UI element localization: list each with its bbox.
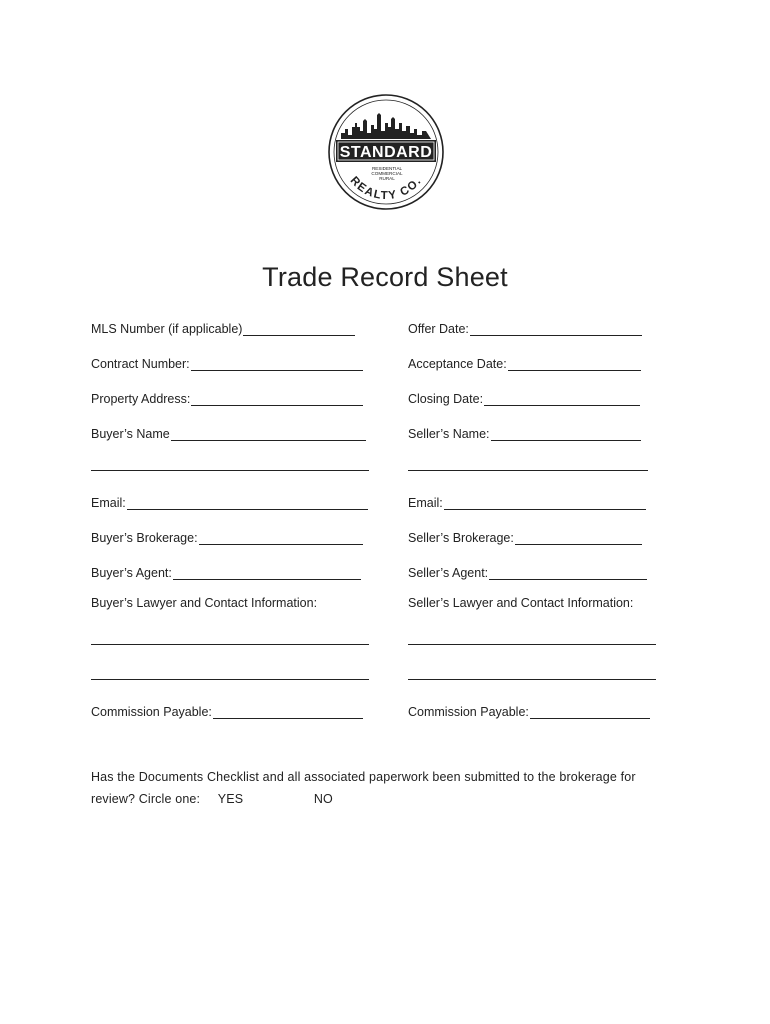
buyer-email-field[interactable] <box>91 492 368 510</box>
documents-question-line-2 <box>91 792 333 806</box>
offer-date-label: Offer Date: <box>408 322 469 336</box>
circle-one-prompt: review? Circle one: <box>91 792 201 806</box>
no-option[interactable]: NO <box>313 792 333 806</box>
seller-agent-line[interactable] <box>489 566 647 580</box>
seller-commission-field[interactable] <box>408 701 650 719</box>
logo-brand-text: STANDARD <box>339 144 433 161</box>
buyer-lawyer-label: Buyer’s Lawyer and Contact Information: <box>91 596 318 610</box>
logo-arc-text: REALTY CO. <box>347 174 425 203</box>
property-address-label: Property Address: <box>91 392 191 406</box>
logo-line-3: RURAL <box>379 176 395 181</box>
contract-number-label: Contract Number: <box>91 357 190 371</box>
buyer-brokerage-label: Buyer’s Brokerage: <box>91 531 198 545</box>
mls-number-label: MLS Number (if applicable) <box>91 322 243 336</box>
seller-email-line[interactable] <box>444 496 646 510</box>
buyer-commission-label: Commission Payable: <box>91 705 212 719</box>
page-title: Trade Record Sheet <box>262 262 508 292</box>
closing-date-label: Closing Date: <box>408 392 484 406</box>
seller-name-label: Seller’s Name: <box>408 427 490 441</box>
buyer-commission-field[interactable] <box>91 701 363 719</box>
seller-lawyer-line-2[interactable] <box>408 679 656 680</box>
offer-date-field[interactable] <box>408 318 642 336</box>
buyer-email-line[interactable] <box>127 496 368 510</box>
buyer-name-line[interactable] <box>171 427 366 441</box>
buyer-agent-line[interactable] <box>173 566 361 580</box>
seller-lawyer-label: Seller’s Lawyer and Contact Information: <box>408 596 634 610</box>
seller-brokerage-label: Seller’s Brokerage: <box>408 531 514 545</box>
offer-date-line[interactable] <box>470 322 642 336</box>
buyer-brokerage-field[interactable] <box>91 527 363 545</box>
acceptance-date-line[interactable] <box>508 357 641 371</box>
property-address-field[interactable] <box>91 388 363 406</box>
buyer-agent-label: Buyer’s Agent: <box>91 566 172 580</box>
seller-commission-line[interactable] <box>530 705 650 719</box>
seller-lawyer-line-1[interactable] <box>408 644 656 645</box>
seller-email-label: Email: <box>408 496 443 510</box>
seller-agent-label: Seller’s Agent: <box>408 566 489 580</box>
contract-number-line[interactable] <box>191 357 363 371</box>
seller-commission-label: Commission Payable: <box>408 705 529 719</box>
city-skyline-icon <box>341 113 431 139</box>
logo-line-2: COMMERCIAL <box>371 171 403 176</box>
buyer-lawyer-line-2[interactable] <box>91 679 369 680</box>
buyer-name-extra-line[interactable] <box>91 470 369 471</box>
seller-email-field[interactable] <box>408 492 646 510</box>
buyer-name-label: Buyer’s Name <box>91 427 170 441</box>
buyer-brokerage-line[interactable] <box>199 531 363 545</box>
standard-realty-logo <box>327 93 445 211</box>
mls-number-line[interactable] <box>243 322 355 336</box>
property-address-line[interactable] <box>191 392 363 406</box>
buyer-agent-field[interactable] <box>91 562 361 580</box>
acceptance-date-label: Acceptance Date: <box>408 357 507 371</box>
seller-brokerage-line[interactable] <box>515 531 642 545</box>
contract-number-field[interactable] <box>91 353 363 371</box>
seller-name-extra-line[interactable] <box>408 470 648 471</box>
closing-date-line[interactable] <box>484 392 640 406</box>
mls-number-field[interactable] <box>91 318 355 336</box>
buyer-lawyer-line-1[interactable] <box>91 644 369 645</box>
documents-question-line-1: Has the Documents Checklist and all associated paperwork been submitted to the brokerage for <box>91 770 636 784</box>
seller-brokerage-field[interactable] <box>408 527 642 545</box>
closing-date-field[interactable] <box>408 388 640 406</box>
yes-option[interactable]: YES <box>217 792 244 806</box>
buyer-name-field[interactable] <box>91 423 366 441</box>
buyer-email-label: Email: <box>91 496 126 510</box>
logo-line-1: RESIDENTIAL <box>371 166 403 171</box>
seller-name-field[interactable] <box>408 423 641 441</box>
buyer-commission-line[interactable] <box>213 705 363 719</box>
seller-agent-field[interactable] <box>408 562 647 580</box>
seller-name-line[interactable] <box>491 427 641 441</box>
acceptance-date-field[interactable] <box>408 353 641 371</box>
